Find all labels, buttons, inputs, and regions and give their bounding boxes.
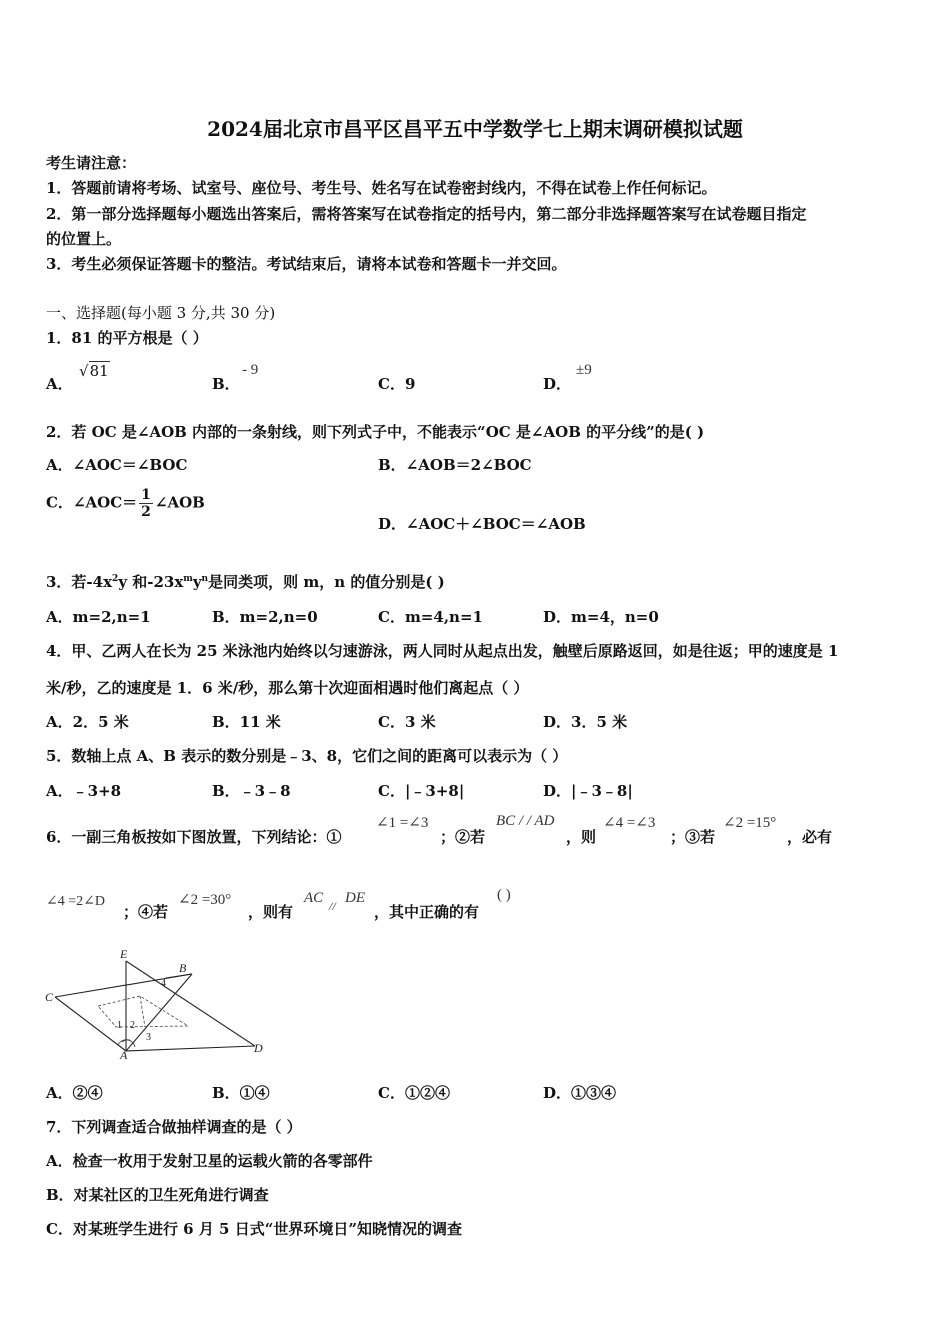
q1-option-a-radicand: 81 — [89, 362, 109, 380]
dashed-line — [140, 996, 145, 1027]
q2-fraction-denominator: 2 — [141, 504, 151, 520]
q2-option-c-prefix: C．∠AOC＝ — [46, 493, 138, 512]
vertex-c-label: C — [45, 990, 54, 1004]
q3-option-d: D．m=4，n=0 — [543, 608, 659, 626]
dashed-inner-shape — [98, 996, 188, 1027]
q4-stem-line2: 米/秒，乙的速度是 1．6 米/秒，那么第十次迎面相遇时他们离起点（ ） — [46, 679, 529, 697]
q1-option-b-label: B． — [212, 375, 240, 393]
q7-option-a: A．检查一枚用于发射卫星的运载火箭的各零部件 — [46, 1152, 373, 1170]
q6-math: AC — [304, 890, 324, 906]
q6-answer-blank: ( ) — [497, 887, 511, 903]
q6-math: ∠4 =2∠D — [46, 894, 105, 909]
q6-math: ∠1 =∠3 — [376, 815, 429, 831]
q6-stem-part: ，则有 — [248, 903, 294, 921]
q6-option-c: C．①②④ — [378, 1084, 450, 1102]
q4-option-c: C．3 米 — [378, 713, 436, 731]
q1-option-a-label: A． — [46, 375, 73, 393]
angle-1-label: 1 — [117, 1020, 122, 1031]
vertex-b-label: B — [179, 961, 187, 975]
q5-option-d: D．|﹣3﹣8| — [543, 782, 633, 800]
q4-option-a: A．2．5 米 — [46, 713, 129, 731]
q3-option-a: A．m=2,n=1 — [46, 608, 151, 626]
q7-stem: 7．下列调查适合做抽样调查的是（ ） — [46, 1118, 302, 1136]
q1-option-d-label: D． — [543, 375, 572, 393]
line-ca — [55, 997, 126, 1051]
q6-math: ∠2 =15° — [723, 815, 777, 831]
line-ba — [126, 974, 192, 1051]
q2-option-a: A．∠AOC＝∠BOC — [46, 456, 188, 474]
angle-4-label: 4 — [161, 978, 166, 989]
q5-stem: 5．数轴上点 A、B 表示的数分别是﹣3、8，它们之间的距离可以表示为（ ） — [46, 747, 568, 765]
angle-3-label: 3 — [146, 1032, 151, 1043]
q6-stem-part: ，其中正确的有 — [374, 903, 480, 921]
notice-item: 2．第一部分选择题每小题选出答案后，需将答案写在试卷指定的括号内，第二部分非选择题答案写在试卷题目指定 — [46, 205, 807, 223]
q3-stem-part: y 和-23x — [118, 573, 184, 591]
q6-math: ∠2 =30° — [178, 892, 232, 908]
notice-heading: 考生请注意： — [46, 154, 137, 172]
q6-math: ∠4 =∠3 — [603, 815, 656, 831]
q2-option-b: B．∠AOB＝2∠BOC — [378, 456, 532, 474]
notice-item: 3．考生必须保证答题卡的整洁。考试结束后，请将本试卷和答题卡一并交回。 — [46, 255, 567, 273]
notice-item: 的位置上。 — [46, 230, 122, 248]
q2-option-c-fraction — [139, 487, 153, 520]
q4-stem-line1: 4．甲、乙两人在长为 25 米泳池内始终以匀速游泳，两人同时从起点出发，触壁后原路返回，如是往返；甲的速度是 1 — [46, 642, 839, 660]
q3-stem — [46, 571, 445, 592]
section-heading: 一、选择题(每小题 3 分,共 30 分) — [46, 304, 276, 322]
q7-option-c: C．对某班学生进行 6 月 5 日式“世界环境日”知晓情况的调查 — [46, 1220, 462, 1238]
q6-stem-part: ；③若 — [670, 828, 716, 846]
q3-stem-part: 是同类项，则 m，n 的值分别是( ) — [208, 573, 445, 591]
q1-option-b-value: - 9 — [242, 362, 259, 378]
q3-stem-part: y — [192, 573, 202, 591]
q6-stem-part: ；④若 — [123, 903, 169, 921]
q6-stem-part: ，则 — [566, 828, 597, 846]
q7-option-b: B．对某社区的卫生死角进行调查 — [46, 1186, 269, 1204]
q2-option-c-suffix: ∠AOB — [154, 493, 205, 512]
q5-option-c: C．|﹣3+8| — [378, 782, 465, 800]
q3-exponent: n — [201, 574, 209, 584]
q6-stem-part: ；②若 — [440, 828, 486, 846]
q2-option-d: D．∠AOC＋∠BOC＝∠AOB — [378, 515, 586, 533]
q2-option-c — [46, 487, 205, 520]
q4-option-b: B．11 米 — [212, 713, 281, 731]
q6-option-b: B．①④ — [212, 1084, 270, 1102]
q6-stem-part: ，必有 — [787, 828, 833, 846]
triangle-figure — [40, 948, 280, 1063]
page-title: 2024届北京市昌平区昌平五中学数学七上期末调研模拟试题 — [207, 117, 743, 141]
line-ad — [126, 1046, 255, 1051]
q3-option-c: C．m=4,n=1 — [378, 608, 483, 626]
q1-option-a-sqrt: √81 — [79, 362, 109, 380]
notice-item: 1．答题前请将考场、试室号、座位号、考生号、姓名写在试卷密封线内，不得在试卷上作任何标记。 — [46, 179, 717, 197]
angle-2-label: 2 — [130, 1020, 135, 1031]
q2-fraction-numerator: 1 — [141, 487, 151, 503]
q1-stem: 1．81 的平方根是（ ） — [46, 329, 208, 347]
q6-math: DE — [345, 890, 365, 906]
vertex-d-label: D — [254, 1041, 263, 1055]
q4-option-d: D．3．5 米 — [543, 713, 628, 731]
q6-math: BC / / AD — [496, 813, 555, 829]
q5-option-b: B．﹣3﹣8 — [212, 782, 291, 800]
vertex-a-label: A — [120, 1048, 128, 1062]
q6-option-d: D．①③④ — [543, 1084, 617, 1102]
q6-option-a: A．②④ — [46, 1084, 103, 1102]
q6-stem-part: 6．一副三角板按如下图放置，下列结论：① — [46, 828, 342, 846]
q3-exponent: m — [183, 574, 193, 584]
q3-option-b: B．m=2,n=0 — [212, 608, 318, 626]
q6-math: // — [329, 899, 336, 913]
q3-stem-part: 3．若-4x — [46, 573, 113, 591]
q3-exponent: 2 — [112, 574, 119, 584]
q1-option-c: C．9 — [378, 375, 416, 393]
q5-option-a: A．﹣3+8 — [46, 782, 122, 800]
q2-stem: 2．若 OC 是∠AOB 内部的一条射线，则下列式子中，不能表示“OC 是∠AOB 的平分线”的是( ) — [46, 423, 705, 441]
q1-option-d-value: ±9 — [576, 362, 592, 378]
vertex-e-label: E — [120, 948, 128, 961]
